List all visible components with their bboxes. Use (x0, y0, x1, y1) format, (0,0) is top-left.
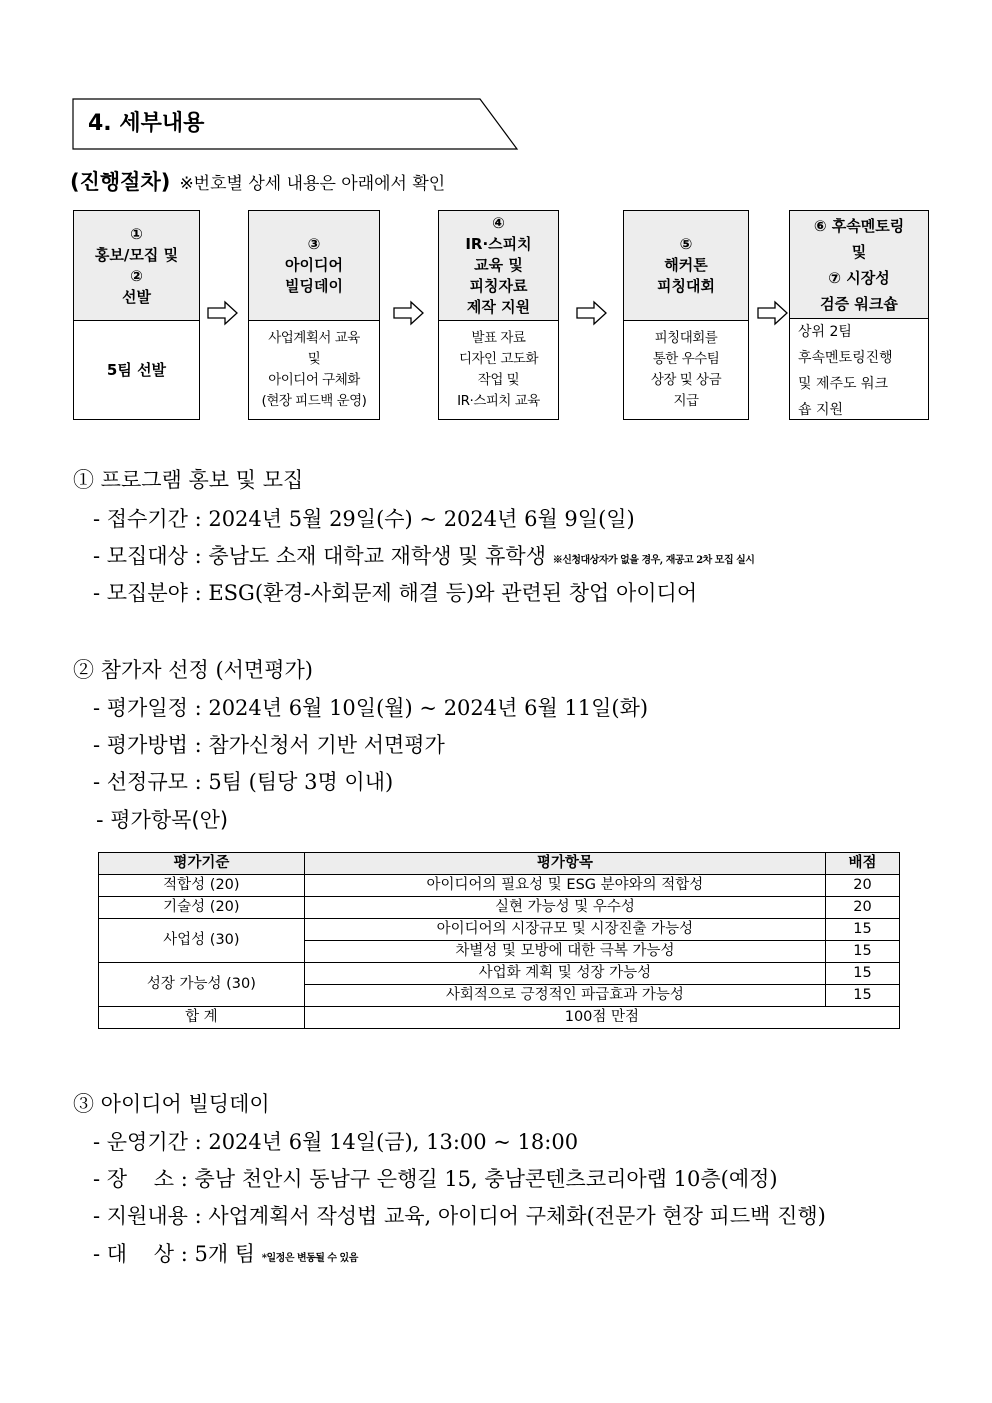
step-box-5 (789, 210, 929, 420)
score-cell: 20 (826, 875, 900, 897)
arrow-right-icon (576, 300, 608, 326)
criterion-cell: 기술성 (20) (99, 897, 305, 919)
s3-item: - 대 상 : 5개 팀 *일정은 변동될 수 있음 (93, 1242, 358, 1266)
step-2-head: ③ 아이디어 빌딩데이 (249, 211, 379, 321)
s3-title: ③ 아이디어 빌딩데이 (73, 1092, 270, 1116)
step-2-body: 사업계획서 교육 및 아이디어 구체화 (현장 피드백 운영) (261, 330, 367, 409)
table-row (99, 875, 900, 897)
s3-item: - 지원내용 : 사업계획서 작성법 교육, 아이디어 구체화(전문가 현장 피드백 진행) (93, 1204, 826, 1228)
step-5-head: ⑥ 후속멘토링 및 ⑦ 시장성 검증 워크숍 (790, 211, 928, 319)
score-cell: 15 (826, 941, 900, 963)
step-4-body: 피칭대회를 통한 우수팀 상장 및 상금 지급 (650, 330, 722, 409)
score-cell: 20 (826, 897, 900, 919)
item-cell: 실현 가능성 및 우수성 (304, 897, 825, 919)
s3-item: - 운영기간 : 2024년 6월 14일(금), 13:00 ~ 18:00 (93, 1130, 579, 1154)
step-1-head: ① 홍보/모집 및 ② 선발 (74, 211, 199, 321)
total-value: 100점 만점 (304, 1007, 899, 1029)
score-cell: 15 (826, 985, 900, 1007)
procedure-note: ※번호별 상세 내용은 아래에서 확인 (179, 174, 446, 194)
total-label: 합 계 (99, 1007, 305, 1029)
arrow-right-icon (207, 300, 239, 326)
step-1-body: 5팀 선발 (106, 360, 167, 379)
score-cell: 15 (826, 919, 900, 941)
arrow-right-icon (393, 300, 425, 326)
s1-note: ※신청대상자가 없을 경우, 재공고 2차 모집 실시 (552, 555, 755, 566)
table-header: 배점 (826, 853, 900, 875)
procedure-label: (진행절차) (70, 170, 171, 194)
step-box-1 (73, 210, 200, 420)
table-header: 평가기준 (99, 853, 305, 875)
section-title: 4. 세부내용 (88, 111, 205, 136)
s3-note: *일정은 변동될 수 있음 (261, 1253, 358, 1264)
step-box-4 (623, 210, 749, 420)
table-header-row (99, 853, 900, 875)
table-total-row (99, 1007, 900, 1029)
item-cell: 사업화 계획 및 성장 가능성 (304, 963, 825, 985)
criterion-cell: 적합성 (20) (99, 875, 305, 897)
s1-item: - 모집분야 : ESG(환경-사회문제 해결 등)와 관련된 창업 아이디어 (93, 581, 698, 605)
s1-item: - 접수기간 : 2024년 5월 29일(수) ~ 2024년 6월 9일(일) (93, 507, 635, 531)
score-cell: 15 (826, 963, 900, 985)
s3-item: - 장 소 : 충남 천안시 동남구 은행길 15, 충남콘텐츠코리아랩 10층(예정) (93, 1167, 778, 1191)
step-3-head: ④ IR·스피치 교육 및 피칭자료 제작 지원 (439, 211, 558, 321)
step-4-head: ⑤ 해커톤 피칭대회 (624, 211, 748, 321)
s2-item: - 평가방법 : 참가신청서 기반 서면평가 (93, 733, 445, 757)
arrow-right-icon (757, 300, 789, 326)
item-cell: 차별성 및 모방에 대한 극복 가능성 (304, 941, 825, 963)
s2-item: - 평가항목(안) (96, 808, 229, 832)
s2-title: ② 참가자 선정 (서면평가) (73, 658, 313, 682)
s1-item: - 모집대상 : 충남도 소재 대학교 재학생 및 휴학생 ※신청대상자가 없을 경우, 재공고 2차 모집 실시 (93, 544, 755, 568)
s2-item: - 평가일정 : 2024년 6월 10일(월) ~ 2024년 6월 11일(화) (93, 696, 649, 720)
s1-title: ① 프로그램 홍보 및 모집 (73, 468, 304, 492)
step-3-body: 발표 자료 디자인 고도화 작업 및 IR·스피치 교육 (457, 330, 540, 409)
criterion-cell: 사업성 (30) (99, 919, 305, 963)
item-cell: 아이디어의 시장규모 및 시장진출 가능성 (304, 919, 825, 941)
step-5-body: 상위 2팀 후속멘토링진행 및 제주도 워크 숍 지원 (798, 324, 893, 418)
table-header: 평가항목 (304, 853, 825, 875)
procedure-heading (70, 166, 445, 196)
criterion-cell: 성장 가능성 (30) (99, 963, 305, 1007)
step-box-2 (248, 210, 380, 420)
s2-item: - 선정규모 : 5팀 (팀당 3명 이내) (93, 770, 394, 794)
table-row (99, 963, 900, 985)
table-row (99, 897, 900, 919)
item-cell: 아이디어의 필요성 및 ESG 분야와의 적합성 (304, 875, 825, 897)
table-row (99, 919, 900, 941)
evaluation-table (98, 852, 900, 1029)
item-cell: 사회적으로 긍정적인 파급효과 가능성 (304, 985, 825, 1007)
step-box-3 (438, 210, 559, 420)
